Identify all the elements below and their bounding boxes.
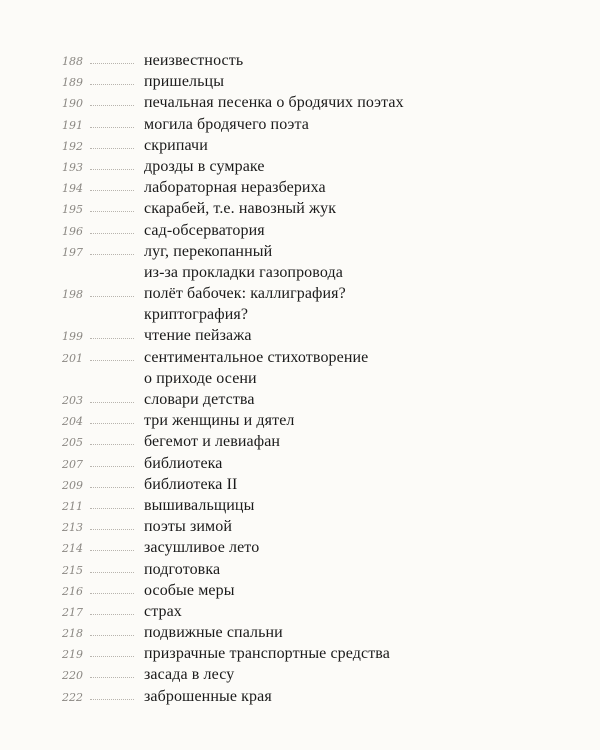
page-number: 214	[62, 542, 83, 556]
dot-leader	[90, 572, 134, 573]
toc-entry-continuation	[62, 368, 562, 389]
toc-entry[interactable]	[62, 453, 562, 474]
toc-entry[interactable]	[62, 114, 562, 135]
page-number: 193	[62, 160, 83, 174]
page-number: 209	[62, 478, 83, 492]
dot-leader	[90, 233, 134, 234]
dot-leader	[90, 423, 134, 424]
dot-leader	[90, 466, 134, 467]
page-number: 215	[62, 563, 83, 577]
entry-title: луг, перекопанный	[144, 242, 273, 260]
toc-entry[interactable]	[62, 50, 562, 71]
page-number: 192	[62, 139, 83, 153]
entry-title: заброшенные края	[144, 687, 272, 705]
dot-leader	[90, 656, 134, 657]
page-number: 219	[62, 648, 83, 662]
page-number: 203	[62, 394, 83, 407]
entry-title: призрачные транспортные средства	[144, 645, 390, 663]
dot-leader	[90, 614, 134, 615]
dot-leader	[90, 296, 134, 297]
toc-entry[interactable]	[62, 241, 562, 262]
toc-entry[interactable]	[62, 92, 562, 113]
page-number: 198	[62, 288, 83, 302]
dot-leader	[90, 508, 134, 509]
entry-title: дрозды в сумраке	[144, 157, 265, 175]
page-number: 218	[62, 627, 83, 641]
toc-entry[interactable]	[62, 580, 562, 601]
dot-leader	[90, 402, 134, 403]
dot-leader	[90, 593, 134, 594]
dot-leader	[90, 169, 134, 170]
dot-leader	[90, 550, 134, 551]
toc-entry[interactable]	[62, 220, 562, 241]
page-number: 217	[62, 605, 83, 619]
entry-title: неизвестность	[144, 52, 244, 69]
entry-title: сентиментальное стихотворение	[144, 348, 369, 366]
toc-entry[interactable]	[62, 559, 562, 580]
dot-leader	[90, 487, 134, 488]
toc-entry[interactable]	[62, 198, 562, 219]
page-number: 191	[62, 118, 83, 132]
entry-title: пришельцы	[144, 73, 225, 91]
entry-title: поэты зимой	[144, 518, 233, 536]
dot-leader	[90, 360, 134, 361]
toc-entry[interactable]	[62, 177, 562, 198]
entry-title: библиотека II	[144, 475, 238, 493]
dot-leader	[90, 444, 134, 445]
page-number: 188	[62, 55, 83, 68]
page-number: 194	[62, 182, 83, 196]
entry-title: засада в лесу	[144, 666, 235, 684]
entry-title: подвижные спальни	[144, 624, 283, 642]
toc-entry[interactable]	[62, 643, 562, 664]
dot-leader	[90, 63, 134, 64]
toc-entry-continuation	[62, 304, 562, 325]
toc-entry[interactable]	[62, 283, 562, 304]
dot-leader	[90, 190, 134, 191]
entry-title: бегемот и левиафан	[144, 433, 281, 451]
page-number: 216	[62, 584, 83, 598]
entry-title: чтение пейзажа	[144, 327, 252, 345]
dot-leader	[90, 148, 134, 149]
toc-entry[interactable]	[62, 537, 562, 558]
dot-leader	[90, 635, 134, 636]
dot-leader	[90, 338, 134, 339]
page-number: 189	[62, 76, 83, 90]
entry-title: полёт бабочек: каллиграфия?	[144, 285, 346, 303]
toc-entry[interactable]	[62, 135, 562, 156]
dot-leader	[90, 254, 134, 255]
entry-title: засушливое лето	[144, 539, 260, 557]
toc-entry[interactable]	[62, 431, 562, 452]
dot-leader	[90, 105, 134, 106]
toc-entry[interactable]	[62, 601, 562, 622]
toc-entry[interactable]	[62, 156, 562, 177]
dot-leader	[90, 677, 134, 678]
entry-title: печальная песенка о бродячих поэтах	[144, 94, 404, 112]
toc-entry[interactable]	[62, 410, 562, 431]
toc-entry[interactable]	[62, 664, 562, 685]
page-number: 207	[62, 457, 83, 471]
toc-entry[interactable]	[62, 622, 562, 643]
dot-leader	[90, 127, 134, 128]
entry-title: могила бродячего поэта	[144, 115, 309, 133]
page-number: 211	[62, 499, 83, 513]
toc-entry[interactable]	[62, 474, 562, 495]
dot-leader	[90, 84, 134, 85]
entry-title: библиотека	[144, 454, 223, 472]
entry-title: сад-обсерватория	[144, 221, 265, 239]
page-number: 222	[62, 690, 83, 704]
entry-title: лабораторная неразбериха	[144, 179, 326, 197]
toc-entry[interactable]	[62, 347, 562, 368]
entry-title: о приходе осени	[144, 369, 257, 387]
toc-entry[interactable]	[62, 71, 562, 92]
page-number: 199	[62, 330, 83, 344]
page-number: 220	[62, 669, 83, 683]
entry-title: три женщины и дятел	[144, 412, 295, 430]
dot-leader	[90, 529, 134, 530]
entry-title: криптография?	[144, 306, 249, 324]
table-of-contents	[62, 50, 562, 707]
entry-title: скарабей, т.е. навозный жук	[144, 200, 337, 218]
page-number: 196	[62, 224, 83, 238]
entry-title: скрипачи	[144, 136, 208, 154]
entry-title: из-за прокладки газопровода	[144, 263, 343, 281]
page-number: 201	[62, 351, 83, 365]
toc-entry[interactable]	[62, 389, 562, 410]
toc-entry[interactable]	[62, 495, 562, 516]
toc-entry[interactable]	[62, 516, 562, 537]
page-number: 197	[62, 245, 83, 259]
page-number: 204	[62, 415, 83, 429]
page-number: 195	[62, 203, 83, 217]
dot-leader	[90, 211, 134, 212]
entry-title: словари детства	[144, 391, 255, 408]
entry-title: особые меры	[144, 581, 235, 599]
toc-entry[interactable]	[62, 686, 562, 707]
entry-title: страх	[144, 602, 182, 620]
entry-title: вышивальщицы	[144, 496, 255, 514]
page-number: 190	[62, 97, 83, 111]
dot-leader	[90, 699, 134, 700]
page-number: 213	[62, 521, 83, 535]
page-number: 205	[62, 436, 83, 450]
toc-entry-continuation	[62, 262, 562, 283]
entry-title: подготовка	[144, 560, 221, 578]
toc-entry[interactable]	[62, 325, 562, 346]
